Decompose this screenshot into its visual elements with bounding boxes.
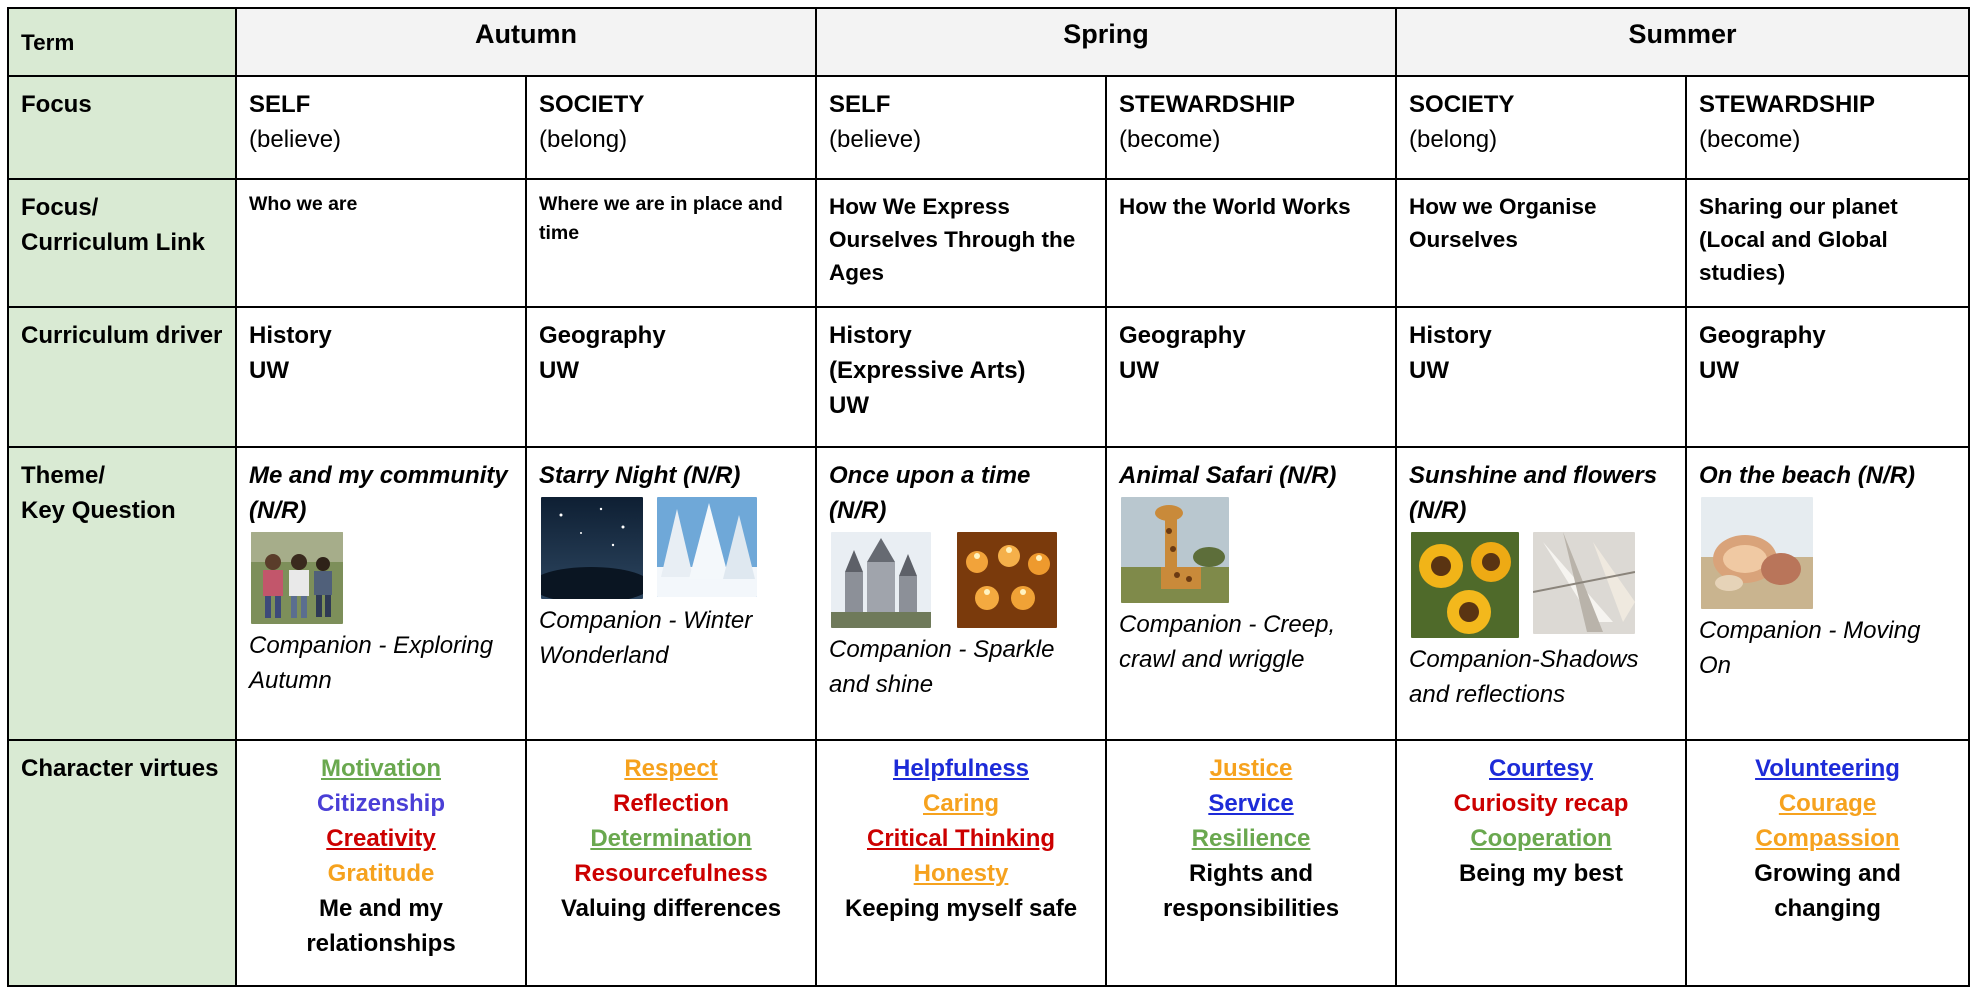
focus-sub: (believe)	[249, 126, 342, 153]
driver-subject: History	[829, 322, 912, 349]
virtue-item: Reflection	[613, 790, 730, 817]
theme-title: Me and my community (N/R)	[249, 462, 508, 524]
focus-cell	[526, 76, 816, 179]
focus-cell	[236, 76, 526, 179]
focus-label: Focus	[8, 76, 236, 179]
virtue-item: Growing and changing	[1754, 860, 1901, 922]
companion-theme: Companion - Winter Wonderland	[539, 607, 753, 669]
virtue-item[interactable]: Compassion	[1755, 825, 1900, 852]
virtue-item: Valuing differences	[560, 895, 782, 922]
curriculum-link-cell	[526, 179, 816, 307]
theme-images	[1121, 497, 1383, 603]
virtue-item[interactable]: Motivation	[321, 755, 441, 782]
theme-cell	[1686, 447, 1969, 740]
candles-photo	[957, 532, 1057, 628]
focus-sub: (belong)	[539, 126, 628, 153]
virtue-item[interactable]: Resilience	[1191, 825, 1311, 852]
focus-title: SOCIETY	[539, 91, 645, 118]
companion-theme: Companion - Exploring Autumn	[249, 632, 494, 694]
driver-area: UW	[539, 357, 579, 384]
theme-cell	[1396, 447, 1686, 740]
curriculum-link-text: Sharing our planet (Local and Global studies)	[1699, 194, 1898, 285]
curriculum-link-cell	[1396, 179, 1686, 307]
curriculum-link-text: How the World Works	[1119, 194, 1351, 219]
virtues-label: Character virtues	[8, 740, 236, 986]
driver-area: UW	[1699, 357, 1739, 384]
focus-sub: (become)	[1699, 126, 1801, 153]
virtues-cell	[1686, 740, 1969, 986]
focus-sub: (belong)	[1409, 126, 1498, 153]
driver-cell	[236, 307, 526, 447]
curriculum-link-row	[8, 179, 1969, 307]
theme-cell	[1106, 447, 1396, 740]
curriculum-link-cell	[816, 179, 1106, 307]
focus-sub: (become)	[1119, 126, 1221, 153]
theme-row	[8, 447, 1969, 740]
giraffe-photo	[1121, 497, 1229, 603]
focus-title: SELF	[249, 91, 311, 118]
curriculum-link-text: How We Express Ourselves Through the Ages	[829, 194, 1076, 285]
term-summer: Summer	[1396, 8, 1969, 76]
driver-subject-extra: (Expressive Arts)	[829, 357, 1026, 384]
virtue-item: Resourcefulness	[574, 860, 768, 887]
focus-cell	[816, 76, 1106, 179]
focus-title: STEWARDSHIP	[1699, 91, 1876, 118]
companion-theme: Companion - Creep, crawl and wriggle	[1119, 611, 1336, 673]
driver-cell	[816, 307, 1106, 447]
virtues-row	[8, 740, 1969, 986]
driver-label: Curriculum driver	[8, 307, 236, 447]
driver-cell	[1396, 307, 1686, 447]
virtue-item[interactable]: Service	[1208, 790, 1294, 817]
virtue-item: Keeping myself safe	[844, 895, 1078, 922]
curriculum-link-cell	[1686, 179, 1969, 307]
prism-photo	[1533, 532, 1635, 634]
children-walking-photo	[251, 532, 343, 624]
curriculum-link-cell	[1106, 179, 1396, 307]
curriculum-link-label: Focus/ Curriculum Link	[8, 179, 236, 307]
theme-images	[1701, 497, 1956, 609]
sunflowers-photo	[1411, 532, 1519, 638]
theme-title: On the beach (N/R)	[1699, 462, 1916, 489]
curriculum-link-text: Who we are	[249, 193, 358, 215]
virtue-item[interactable]: Creativity	[326, 825, 436, 852]
theme-images	[251, 532, 513, 624]
theme-cell	[526, 447, 816, 740]
curriculum-link-text: How we Organise Ourselves	[1409, 194, 1597, 252]
companion-theme: Companion - Moving On	[1699, 617, 1921, 679]
virtue-item[interactable]: Caring	[923, 790, 1000, 817]
virtue-item[interactable]: Courage	[1778, 790, 1877, 817]
driver-subject: Geography	[539, 322, 666, 349]
virtue-item: Me and my relationships	[306, 895, 456, 957]
term-row	[8, 8, 1969, 76]
driver-cell	[1686, 307, 1969, 447]
night-sky-photo	[541, 497, 643, 599]
driver-area: UW	[1119, 357, 1159, 384]
theme-title: Sunshine and flowers (N/R)	[1409, 462, 1658, 524]
virtues-cell	[816, 740, 1106, 986]
focus-title: STEWARDSHIP	[1119, 91, 1296, 118]
term-autumn: Autumn	[236, 8, 816, 76]
virtue-item[interactable]: Determination	[590, 825, 752, 852]
virtue-item: Being my best	[1458, 860, 1624, 887]
virtues-cell	[236, 740, 526, 986]
curriculum-table	[7, 7, 1970, 987]
driver-row	[8, 307, 1969, 447]
virtues-cell	[526, 740, 816, 986]
focus-cell	[1106, 76, 1396, 179]
theme-label: Theme/ Key Question	[8, 447, 236, 740]
theme-title: Once upon a time (N/R)	[829, 462, 1031, 524]
driver-area: UW	[249, 357, 289, 384]
driver-cell	[1106, 307, 1396, 447]
castle-photo	[831, 532, 931, 628]
theme-title: Animal Safari (N/R)	[1119, 462, 1337, 489]
focus-cell	[1396, 76, 1686, 179]
virtue-item[interactable]: Cooperation	[1470, 825, 1612, 852]
curriculum-link-cell	[236, 179, 526, 307]
curriculum-link-text: Where we are in place and time	[539, 193, 783, 244]
driver-area: UW	[1409, 357, 1449, 384]
virtue-item[interactable]: Critical Thinking	[867, 825, 1056, 852]
theme-images	[1411, 532, 1673, 638]
companion-theme: Companion-Shadows and reflections	[1409, 646, 1639, 708]
term-spring: Spring	[816, 8, 1396, 76]
seashells-photo	[1701, 497, 1813, 609]
focus-row	[8, 76, 1969, 179]
theme-cell	[816, 447, 1106, 740]
virtues-cell	[1396, 740, 1686, 986]
virtue-item[interactable]: Respect	[624, 755, 718, 782]
theme-images	[831, 532, 1093, 628]
virtue-item[interactable]: Justice	[1209, 755, 1293, 782]
driver-subject: Geography	[1699, 322, 1826, 349]
term-label: Term	[8, 8, 236, 76]
virtue-item[interactable]: Helpfulness	[893, 755, 1030, 782]
driver-cell	[526, 307, 816, 447]
theme-cell	[236, 447, 526, 740]
driver-subject: History	[249, 322, 332, 349]
virtue-item: Rights and responsibilities	[1162, 860, 1340, 922]
focus-sub: (believe)	[829, 126, 922, 153]
focus-cell	[1686, 76, 1969, 179]
driver-subject: Geography	[1119, 322, 1246, 349]
virtue-item: Citizenship	[316, 790, 445, 817]
snowy-trees-photo	[657, 497, 757, 597]
theme-images	[541, 497, 803, 599]
virtue-item[interactable]: Honesty	[913, 860, 1009, 887]
driver-subject: History	[1409, 322, 1492, 349]
theme-title: Starry Night (N/R)	[539, 462, 741, 489]
driver-area: UW	[829, 392, 869, 419]
virtue-item: Curiosity recap	[1453, 790, 1629, 817]
virtues-cell	[1106, 740, 1396, 986]
companion-theme: Companion - Sparkle and shine	[829, 636, 1055, 698]
virtue-item[interactable]: Volunteering	[1755, 755, 1900, 782]
virtue-item: Gratitude	[327, 860, 435, 887]
focus-title: SELF	[829, 91, 891, 118]
virtue-item[interactable]: Courtesy	[1489, 755, 1594, 782]
focus-title: SOCIETY	[1409, 91, 1515, 118]
